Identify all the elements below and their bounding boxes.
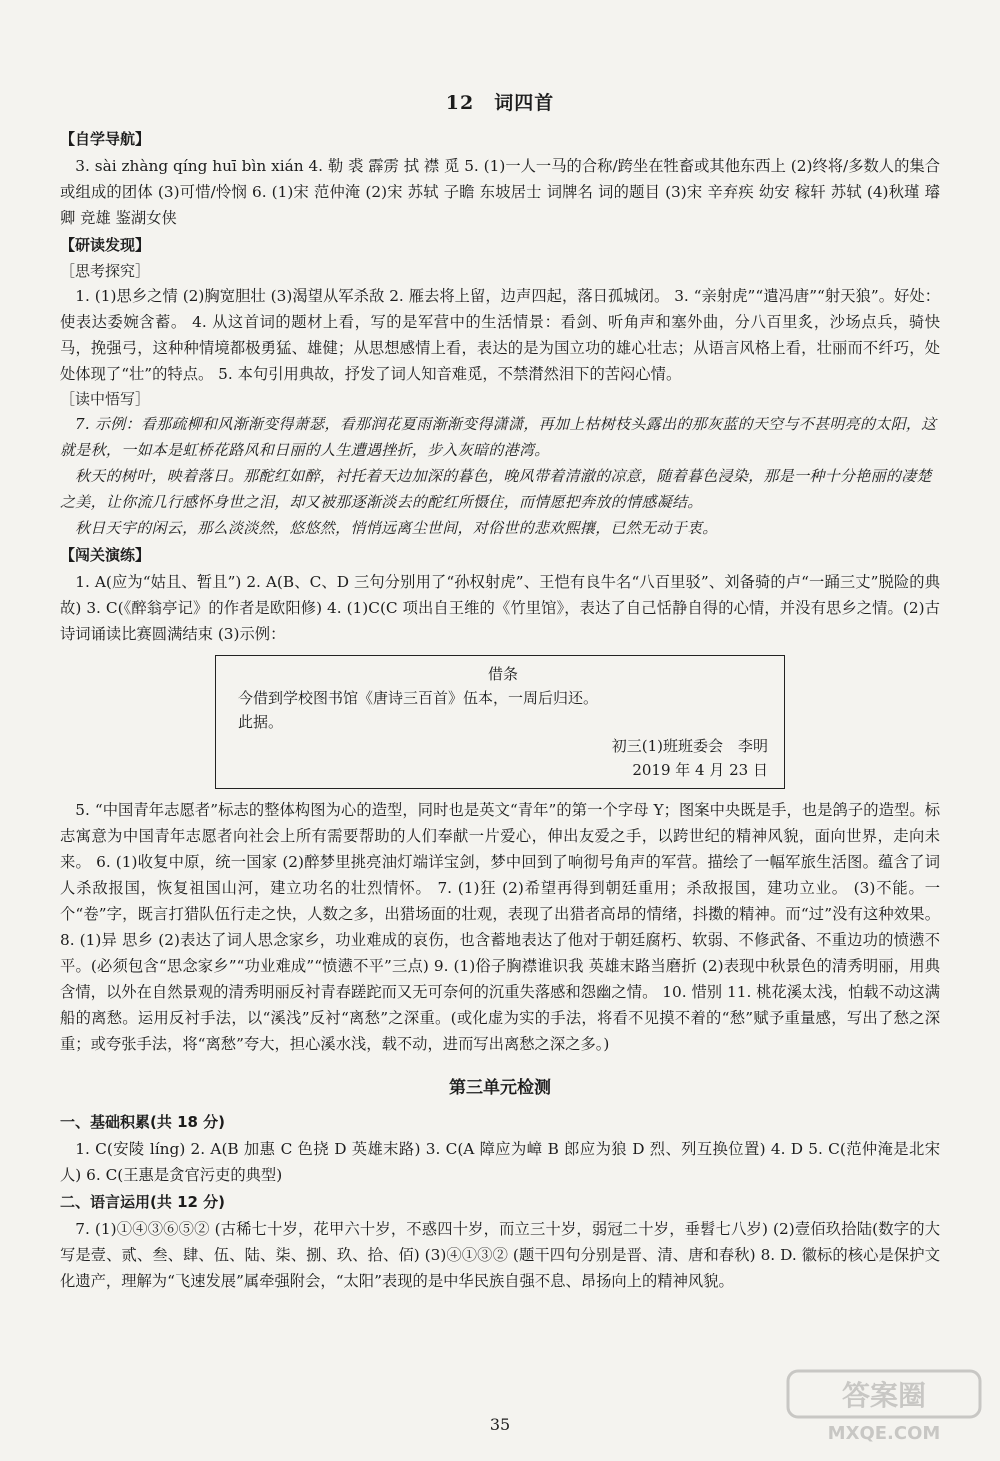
unit-part2-heading: 二、语言运用(共 12 分) (60, 1193, 226, 1211)
section-heading-self-study: 【自学导航】 (60, 130, 151, 148)
svg-text:答案圈: 答案圈 (841, 1379, 927, 1412)
document-page (60, 80, 940, 1294)
section-heading-study-discover: 【研读发现】 (60, 236, 151, 254)
lesson-title: 12 词四首 (445, 92, 555, 114)
unit-part2-answers: 7. (1)①④③⑥⑤② (古稀七十岁，花甲六十岁，不惑四十岁，而立三十岁，弱冠二十岁，垂髫七八岁) (2)壹佰玖拾陆(数字的大写是壹、贰、叁、肆、伍、陆、柒、捌、玖、拾、佰) (3)④①③② (题干四句分别是晋、清、唐和春秋) 8. D. 徽标的核心是保护文化遗产，理解为“飞速发展”属牵强附会，“太阳”表现的是中华民族自强不息、昂扬向上的精神风貌。 (60, 1220, 940, 1290)
unit-part1-heading: 一、基础积累(共 18 分) (60, 1113, 226, 1131)
handwritten-paragraph-1: 7. 示例：看那疏柳和风渐渐变得萧瑟，看那润花夏雨渐渐变得潇潇，再加上枯树枝头露出的那灰蓝的天空与不甚明亮的太阳，这就是秋，一如本是虹桥花路风和日丽的人生遭遇挫折，步入灰暗的港湾。 (60, 415, 937, 459)
page-number: 35 (489, 1415, 511, 1434)
subheading-read-write: ［读中悟写］ (60, 390, 151, 408)
think-explore-answers: 1. (1)思乡之情 (2)胸宽胆壮 (3)渴望从军杀敌 2. 雁去将上留，边声四起，落日孤城闭。 3. “亲射虎”“遣冯唐”“射天狼”。好处：使表达委婉含蓄。 4. 从这首词的题材上看，写的是军营中的生活情景：看剑、听角声和塞外曲，分八百里炙，沙场点兵，骑快马，挽强弓，这种种情境都极勇猛、雄健；从思想感情上看，表达的是为国立功的雄心壮志；从语言风格上看，壮丽而不纤巧，处处体现了“壮”的特点。 5. 本句引用典故，抒发了词人知音难觅，不禁潸然泪下的苦闷心情。 (60, 287, 940, 383)
iou-note-line-2: 此据。 (238, 713, 284, 731)
iou-note-box (215, 655, 785, 789)
iou-note-date: 2019 年 4 月 23 日 (632, 761, 768, 779)
watermark-logo-icon (784, 1367, 984, 1447)
handwritten-paragraph-2: 秋天的树叶，映着落日。那酡红如醉，衬托着天边加深的暮色，晚风带着清澈的凉意，随着暮色浸染，那是一种十分艳丽的凄楚之美，让你流几行感怀身世之泪，却又被那逐渐淡去的酡红所慑住，而情愿把奔放的情感凝结。 (60, 467, 932, 511)
svg-text:MXQE.COM: MXQE.COM (827, 1423, 941, 1444)
unit-part1-answers: 1. C(安陵 líng) 2. A(B 加惠 C 色挠 D 英雄末路) 3. C(A 障应为嶂 B 郎应为狼 D 烈、列互换位置) 4. D 5. C(范仲淹是北宋人) 6. C(王惠是贪官污吏的典型) (60, 1140, 940, 1184)
practice-answers-part2: 5. “中国青年志愿者”标志的整体构图为心的造型，同时也是英文“青年”的第一个字母 Y；图案中央既是手，也是鸽子的造型。标志寓意为中国青年志愿者向社会上所有需要帮助的人们奉献一片爱心，伸出友爱之手，以跨世纪的精神风貌，面向世界，走向未来。 6. (1)收复中原，统一国家 (2)醉梦里挑亮油灯端详宝剑，梦中回到了响彻号角声的军营。描绘了一幅军旅生活图。蕴含了词人杀敌报国，恢复祖国山河，建立功名的壮烈情怀。 7. (1)狂 (2)希望再得到朝廷重用；杀敌报国，建功立业。 (3)不能。一个“卷”字，既言打猎队伍行走之快，人数之多，出猎场面的壮观，表现了出猎者高昂的情绪，抖擞的精神。而“过”没有这种效果。 8. (1)异 思乡 (2)表达了词人思念家乡，功业难成的哀伤，也含蓄地表达了他对于朝廷腐朽、软弱、不修武备、不重边功的愤懑不平。(必须包含“思念家乡”“功业难成”“愤懑不平”三点) 9. (1)俗子胸襟谁识我 英雄末路当磨折 (2)表现中秋景色的清秀明丽，用典含情，以外在自然景观的清秀明丽反衬青春蹉跎而又无可奈何的沉重失落感和怨幽之情。 10. 惜别 11. 桃花溪太浅，怕载不动这满船的离愁。运用反衬手法，以“溪浅”反衬“离愁”之深重。(或化虚为实的手法，将看不见摸不着的“愁”赋予重量感，写出了愁之深重；或夸张手法，将“离愁”夸大，担心溪水浅，载不动，进而写出离愁之深之多。) (60, 801, 940, 1053)
iou-note-signature: 初三(1)班班委会 李明 (611, 737, 768, 755)
handwritten-paragraph-3: 秋日天宇的闲云，那么淡淡然，悠悠然，悄悄远离尘世间，对俗世的悲欢熙攘，已然无动于衷。 (75, 519, 718, 537)
iou-note-line-1: 今借到学校图书馆《唐诗三百首》伍本，一周后归还。 (238, 689, 599, 707)
unit-test-title: 第三单元检测 (449, 1078, 551, 1098)
practice-answers-part1: 1. A(应为“姑且、暂且”) 2. A(B、C、D 三句分别用了“孙权射虎”、王恺有良牛名“八百里驳”、刘备骑的卢“一踊三丈”脱险的典故) 3. C(《醉翁亭记》的作者是欧阳修) 4. (1)C(C 项出自王维的《竹里馆》，表达了自己恬静自得的心情，并没有思乡之情。(2)古诗词诵读比赛圆满结束 (3)示例： (60, 573, 940, 643)
iou-note-title: 借条 (487, 665, 518, 683)
section-heading-practice: 【闯关演练】 (60, 546, 151, 564)
subheading-think-explore: ［思考探究］ (60, 262, 151, 280)
self-study-answers: 3. sài zhàng qíng huī bìn xián 4. 勒 裘 霹雳 拭 襟 觅 5. (1)一人一马的合称/跨坐在牲畜或其他东西上 (2)终将/多数人的集合或组成的团体 (3)可惜/怜悯 6. (1)宋 范仲淹 (2)宋 苏轼 子瞻 东坡居士 词牌名 词的题目 (3)宋 辛弃疾 幼安 稼轩 苏轼 (4)秋瑾 璿卿 竞雄 鉴湖女侠 (60, 157, 940, 227)
